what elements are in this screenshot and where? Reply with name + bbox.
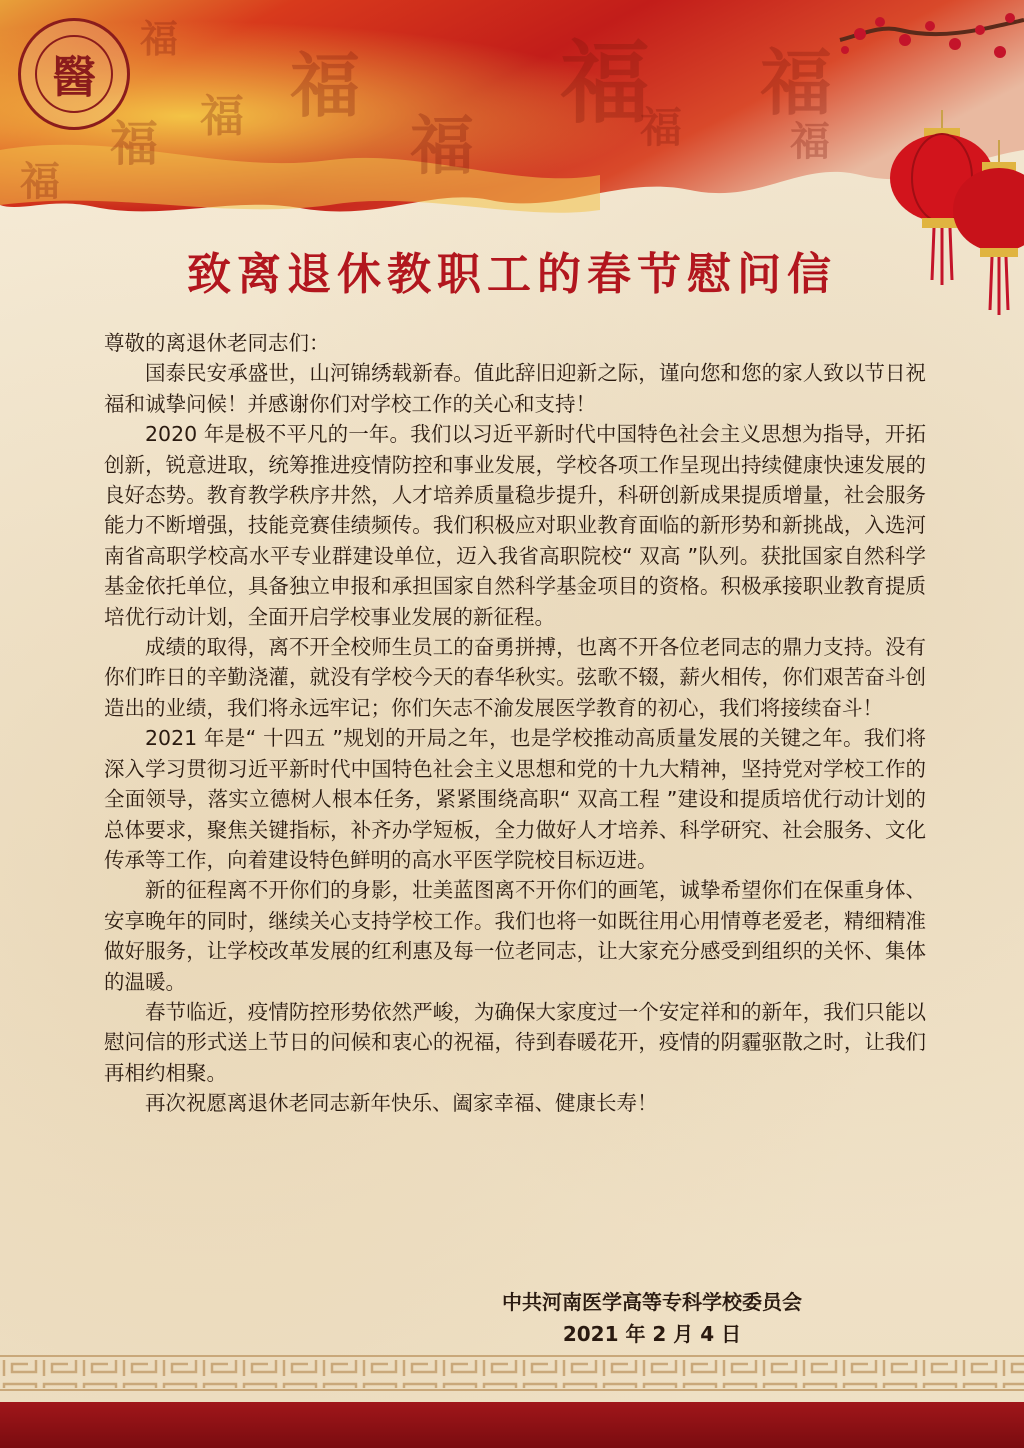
paragraph-epidemic: 春节临近，疫情防控形势依然严峻，为确保大家度过一个安定祥和的新年，我们只能以慰问信的形式送上节日的问候和衷心的祝福，待到春暖花开，疫情的阴霾驱散之时，让我们再相约相聚。 bbox=[104, 999, 926, 1085]
paragraph-thanks: 成绩的取得，离不开全校师生员工的奋勇拼搏，也离不开各位老同志的鼎力支持。没有你们昨日的辛勤浇灌，就没有学校今天的春华秋实。弦歌不辍，薪火相传，你们艰苦奋斗创造出的业绩，我们将永远牢记；你们矢志不渝发展医学教育的初心，我们将接续奋斗！ bbox=[104, 635, 926, 720]
decor-fu-char: 福 bbox=[760, 40, 833, 125]
footer-red-band bbox=[0, 1402, 1024, 1448]
decor-fu-char: 福 bbox=[140, 16, 179, 61]
college-seal-logo bbox=[18, 18, 130, 130]
signature-org: 中共河南医学高等专科学校委员会 bbox=[502, 1290, 802, 1314]
decor-fu-char: 福 bbox=[410, 109, 474, 184]
decor-fu-char: 福 bbox=[200, 91, 244, 142]
top-banner bbox=[0, 0, 1024, 240]
signature-block bbox=[0, 1286, 1024, 1350]
footer-border bbox=[0, 1352, 1024, 1448]
logo-mark: 醫 bbox=[52, 52, 96, 103]
salutation: 尊敬的离退休老同志们： bbox=[104, 331, 330, 355]
paragraph-2020-review: 2020 年是极不平凡的一年。我们以习近平新时代中国特色社会主义思想为指导，开拓创新，锐意进取，统筹推进疫情防控和事业发展，学校各项工作呈现出持续健康快速发展的良好态势。教育教学秩序井然，人才培养质量稳步提升，科研创新成果提质增量，社会服务能力不断增强，技能竞赛佳绩频传。我们积极应对职业教育面临的新形势和新挑战，入选河南省高职学校高水平专业群建设单位，迈入我省高职院校“ 双高 ”队列。获批国家自然科学基金依托单位，具备独立申报和承担国家自然科学基金项目的资格。积极承接职业教育提质培优行动计划，全面开启学校事业发展的新征程。 bbox=[104, 422, 926, 629]
decor-fu-char: 福 bbox=[560, 30, 650, 136]
fret-pattern bbox=[0, 1352, 1024, 1392]
letter-body bbox=[104, 328, 926, 1119]
paragraph-wishes: 再次祝愿离退休老同志新年快乐、阖家幸福、健康长寿！ bbox=[145, 1091, 658, 1116]
paragraph-hope: 新的征程离不开你们的身影，壮美蓝图离不开你们的画笔，诚挚希望你们在保重身体、安享晚年的同时，继续关心支持学校工作。我们也将一如既往用心用情尊老爱老，精细精准做好服务，让学校改革发展的红利惠及每一位老同志，让大家充分感受到组织的关怀、集体的温暖。 bbox=[104, 878, 926, 994]
decor-fu-char: 福 bbox=[20, 158, 60, 205]
letter-title: 致离退休教职工的春节慰问信 bbox=[187, 249, 837, 300]
decor-fu-char: 福 bbox=[290, 44, 360, 127]
lanterns-decoration bbox=[874, 110, 1024, 350]
paragraph-greeting: 国泰民安承盛世，山河锦绣载新春。值此辞旧迎新之际，谨向您和您的家人致以节日祝福和诚挚问候！并感谢你们对学校工作的关心和支持！ bbox=[104, 361, 926, 416]
decor-fu-char: 福 bbox=[110, 116, 159, 172]
decor-fu-char: 福 bbox=[790, 118, 830, 165]
decor-fu-char: 福 bbox=[640, 103, 683, 152]
paragraph-2021-plan: 2021 年是“ 十四五 ”规划的开局之年，也是学校推动高质量发展的关键之年。我们将深入学习贯彻习近平新时代中国特色社会主义思想和党的十九大精神，坚持党对学校工作的全面领导，落实立德树人根本任务，紧紧围绕高职“ 双高工程 ”建设和提质培优行动计划的总体要求，聚焦关键指标，补齐办学短板，全力做好人才培养、科学研究、社会服务、文化传承等工作，向着建设特色鲜明的高水平医学院校目标迈进。 bbox=[104, 726, 926, 872]
signature-date: 2021 年 2 月 4 日 bbox=[562, 1322, 742, 1346]
